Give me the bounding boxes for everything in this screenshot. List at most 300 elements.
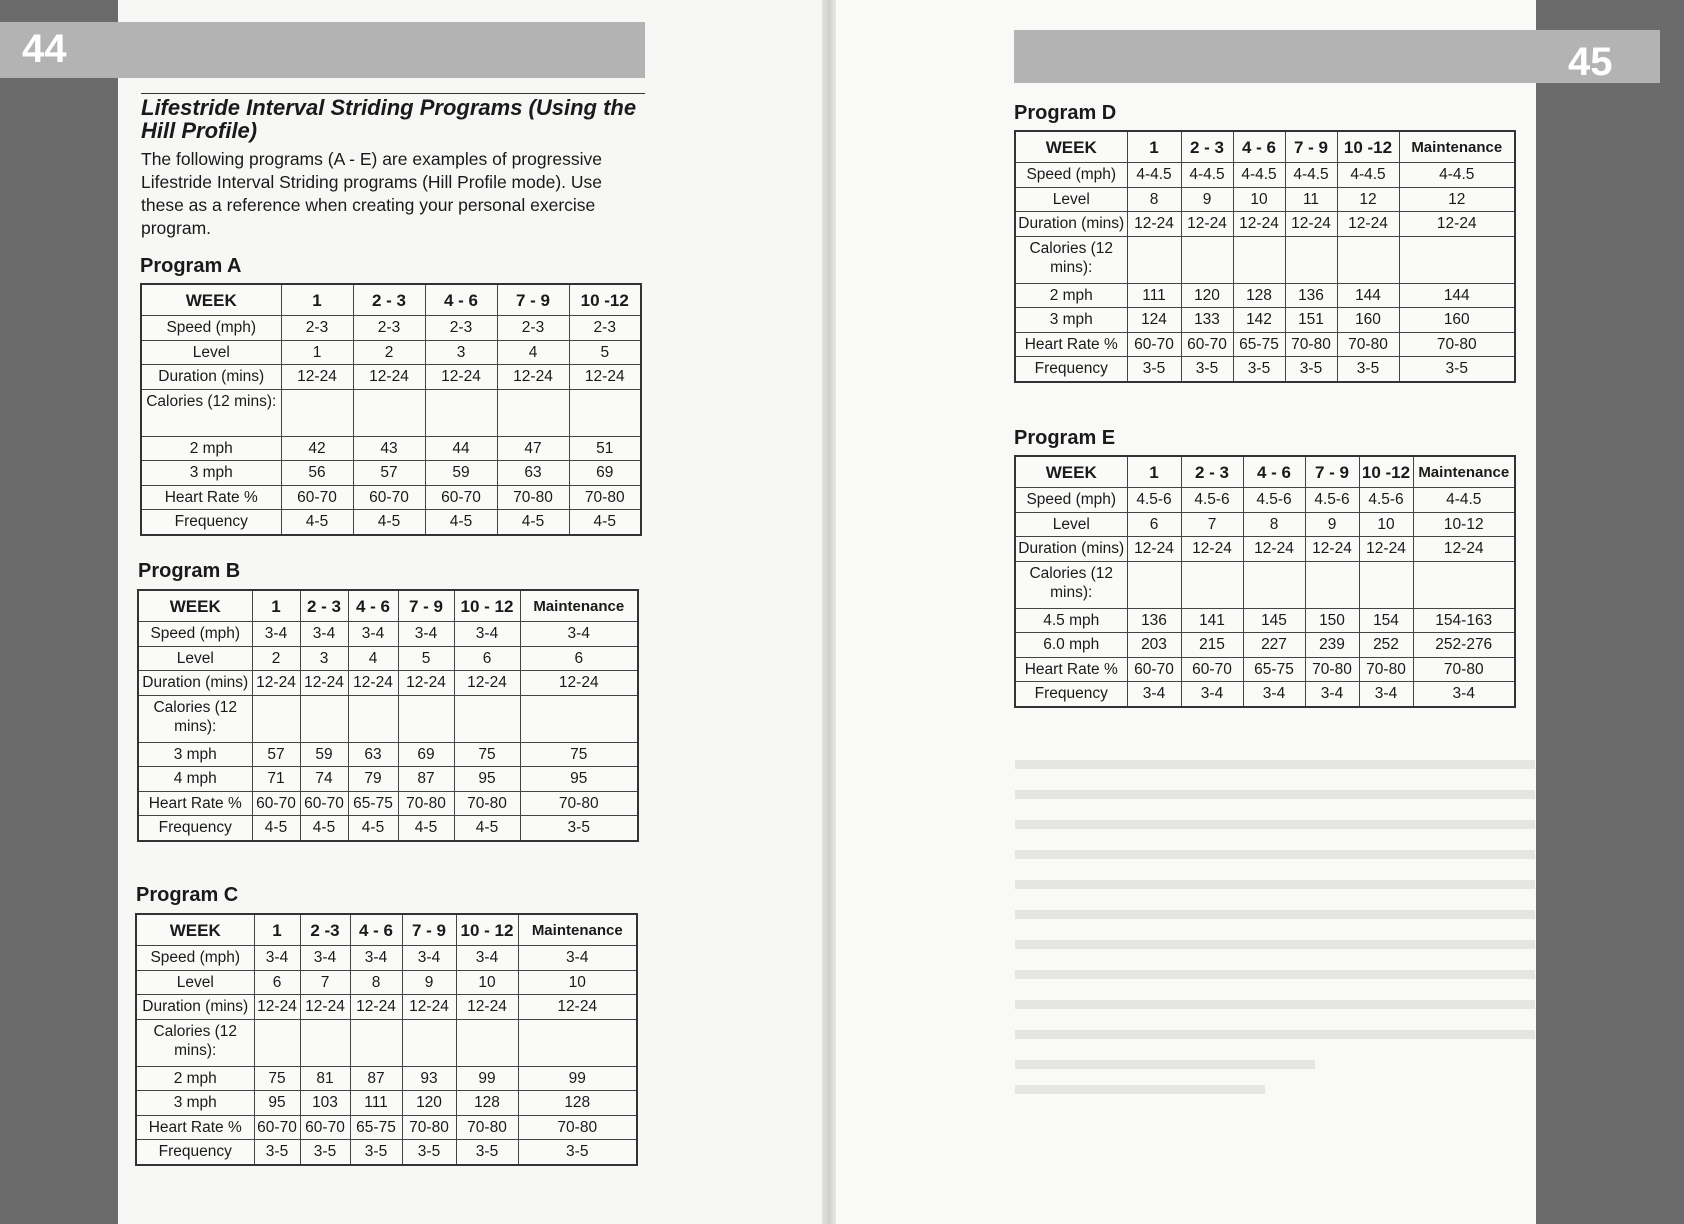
table-cell: 4-5 [348, 816, 398, 841]
table-cell: 12-24 [1359, 537, 1413, 562]
row-label: Level [1015, 187, 1127, 212]
table-cell: 2-3 [569, 316, 641, 341]
table-cell [1285, 236, 1337, 283]
table-cell: 3-4 [350, 946, 402, 971]
table-cell: 4-4.5 [1233, 163, 1285, 188]
table-cell: 70-80 [1413, 657, 1515, 682]
table-cell: 70-80 [454, 791, 520, 816]
table-cell: 59 [300, 742, 348, 767]
week-column-header: 7 - 9 [402, 914, 456, 946]
week-column-header: Maintenance [520, 590, 638, 622]
table-cell: 60-70 [1181, 332, 1233, 357]
table-cell: 12 [1337, 187, 1399, 212]
page-number-left: 44 [22, 27, 67, 71]
table-cell: 60-70 [353, 485, 425, 510]
table-cell: 60-70 [1181, 657, 1243, 682]
table-cell: 154-163 [1413, 608, 1515, 633]
row-label: 6.0 mph [1015, 633, 1127, 658]
table-cell: 1 [281, 340, 353, 365]
table-cell [1337, 236, 1399, 283]
row-label: Level [141, 340, 281, 365]
table-cell: 63 [497, 461, 569, 486]
table-cell: 7 [300, 970, 350, 995]
table-cell: 99 [518, 1066, 637, 1091]
intro-paragraph: The following programs (A - E) are examples of progressive Lifestride Interval Striding programs (Hill Profile mode). Use these as a reference when creating your personal exercise program. [141, 149, 603, 238]
table-cell: 65-75 [1233, 332, 1285, 357]
table-cell: 6 [454, 646, 520, 671]
table-cell: 9 [1181, 187, 1233, 212]
table-cell: 4-5 [281, 510, 353, 535]
table-cell: 12-24 [350, 995, 402, 1020]
table-cell: 227 [1243, 633, 1305, 658]
table-cell: 70-80 [497, 485, 569, 510]
program-c-table [135, 913, 638, 1166]
week-column-header: 7 - 9 [1305, 456, 1359, 488]
table-cell: 60-70 [1127, 657, 1181, 682]
table-cell: 57 [252, 742, 300, 767]
table-cell: 70-80 [1337, 332, 1399, 357]
table-cell: 3-5 [456, 1140, 518, 1165]
week-column-header: 4 - 6 [350, 914, 402, 946]
table-row [1015, 537, 1515, 562]
table-cell: 4.5-6 [1359, 488, 1413, 513]
table-cell: 12-24 [1337, 212, 1399, 237]
table-cell: 6 [1127, 512, 1181, 537]
table-cell: 51 [569, 436, 641, 461]
header-row [1015, 131, 1515, 163]
week-header: WEEK [141, 284, 281, 316]
table-row [138, 767, 638, 792]
table-cell: 65-75 [350, 1115, 402, 1140]
table-cell: 128 [456, 1091, 518, 1116]
table-cell: 3-5 [1337, 357, 1399, 382]
row-label: Frequency [141, 510, 281, 535]
table-cell: 65-75 [1243, 657, 1305, 682]
row-label: Heart Rate % [1015, 657, 1127, 682]
table-cell: 8 [350, 970, 402, 995]
table-cell: 12-24 [1305, 537, 1359, 562]
table-cell: 59 [425, 461, 497, 486]
row-label: 4.5 mph [1015, 608, 1127, 633]
week-column-header: 10 -12 [1337, 131, 1399, 163]
row-label: Speed (mph) [136, 946, 254, 971]
table-cell: 12-24 [497, 365, 569, 390]
table-cell [281, 389, 353, 436]
program-a-title: Program A [140, 255, 242, 277]
section-title: Lifestride Interval Striding Programs (Using the Hill Profile) [141, 95, 637, 143]
table-cell: 160 [1399, 308, 1515, 333]
table-cell: 71 [252, 767, 300, 792]
table-cell: 128 [518, 1091, 637, 1116]
table-cell: 60-70 [1127, 332, 1181, 357]
table-cell: 43 [353, 436, 425, 461]
table-row [138, 622, 638, 647]
table-row [136, 1091, 637, 1116]
week-column-header: 1 [254, 914, 300, 946]
table-cell [398, 695, 454, 742]
table-cell [518, 1019, 637, 1066]
table-cell: 42 [281, 436, 353, 461]
program-d-title: Program D [1014, 102, 1117, 124]
table-cell: 4-4.5 [1285, 163, 1337, 188]
row-label: Level [136, 970, 254, 995]
table-cell: 95 [520, 767, 638, 792]
table-cell: 70-80 [1305, 657, 1359, 682]
table-cell: 215 [1181, 633, 1243, 658]
page-number-bar-right [1014, 30, 1660, 83]
table-cell [520, 695, 638, 742]
table-cell: 3-4 [1127, 682, 1181, 707]
row-label: Speed (mph) [1015, 488, 1127, 513]
row-label: 3 mph [136, 1091, 254, 1116]
table-cell: 4-4.5 [1127, 163, 1181, 188]
table-row [138, 671, 638, 696]
table-cell: 3-5 [350, 1140, 402, 1165]
table-cell: 4-5 [454, 816, 520, 841]
table-cell: 3-4 [1305, 682, 1359, 707]
page-number-right: 45 [1568, 40, 1613, 84]
table-cell: 3-5 [402, 1140, 456, 1165]
table-row [1015, 308, 1515, 333]
week-column-header: 10 - 12 [456, 914, 518, 946]
table-cell [254, 1019, 300, 1066]
table-cell: 63 [348, 742, 398, 767]
week-header: WEEK [136, 914, 254, 946]
table-cell [1127, 236, 1181, 283]
table-cell: 12-24 [281, 365, 353, 390]
table-cell [1413, 561, 1515, 608]
week-column-header: 1 [252, 590, 300, 622]
row-label: Duration (mins) [141, 365, 281, 390]
table-row [1015, 357, 1515, 382]
table-cell: 4-5 [398, 816, 454, 841]
table-cell: 70-80 [520, 791, 638, 816]
table-cell: 144 [1337, 283, 1399, 308]
table-cell [1127, 561, 1181, 608]
row-label: Duration (mins) [1015, 212, 1127, 237]
table-cell: 2-3 [497, 316, 569, 341]
table-row [136, 995, 637, 1020]
table-cell: 8 [1243, 512, 1305, 537]
table-cell [1181, 561, 1243, 608]
row-label: Duration (mins) [1015, 537, 1127, 562]
table-row [138, 816, 638, 841]
table-cell: 3-4 [402, 946, 456, 971]
table-cell: 12-24 [456, 995, 518, 1020]
table-cell: 3-4 [300, 622, 348, 647]
table-cell: 3-4 [300, 946, 350, 971]
table-cell [1305, 561, 1359, 608]
row-label: Heart Rate % [138, 791, 252, 816]
row-label: Level [138, 646, 252, 671]
table-row [1015, 561, 1515, 608]
table-cell: 4-5 [497, 510, 569, 535]
week-column-header: 4 - 6 [348, 590, 398, 622]
table-cell [454, 695, 520, 742]
table-cell: 10 [1233, 187, 1285, 212]
week-header: WEEK [138, 590, 252, 622]
table-cell: 70-80 [1285, 332, 1337, 357]
table-cell: 124 [1127, 308, 1181, 333]
table-cell: 4-4.5 [1413, 488, 1515, 513]
table-cell: 12-24 [520, 671, 638, 696]
week-header: WEEK [1015, 456, 1127, 488]
program-e-title: Program E [1014, 427, 1116, 449]
table-cell: 70-80 [456, 1115, 518, 1140]
table-cell: 2-3 [425, 316, 497, 341]
table-cell: 12-24 [1233, 212, 1285, 237]
header-row [1015, 456, 1515, 488]
row-label: 2 mph [136, 1066, 254, 1091]
table-row [138, 742, 638, 767]
table-cell: 11 [1285, 187, 1337, 212]
table-cell [1181, 236, 1233, 283]
table-cell: 120 [402, 1091, 456, 1116]
table-cell: 2 [252, 646, 300, 671]
table-cell: 4.5-6 [1127, 488, 1181, 513]
table-cell: 74 [300, 767, 348, 792]
page-number-bar-left [0, 22, 645, 78]
table-cell: 4-5 [300, 816, 348, 841]
table-cell: 3-5 [1181, 357, 1233, 382]
table-row [141, 436, 641, 461]
table-cell: 4 [348, 646, 398, 671]
table-cell: 12-24 [1413, 537, 1515, 562]
table-cell: 75 [254, 1066, 300, 1091]
table-cell: 10 [1359, 512, 1413, 537]
table-row [141, 365, 641, 390]
table-cell: 12-24 [254, 995, 300, 1020]
table-cell: 151 [1285, 308, 1337, 333]
table-cell: 3-5 [1285, 357, 1337, 382]
table-cell [300, 695, 348, 742]
table-row [1015, 488, 1515, 513]
table-cell: 12-24 [1127, 537, 1181, 562]
table-row [1015, 633, 1515, 658]
table-cell: 81 [300, 1066, 350, 1091]
table-cell: 93 [402, 1066, 456, 1091]
table-cell: 12-24 [348, 671, 398, 696]
table-cell: 239 [1305, 633, 1359, 658]
table-cell: 3-4 [518, 946, 637, 971]
table-cell [497, 389, 569, 436]
program-d-table [1014, 130, 1516, 383]
table-cell: 3-4 [1181, 682, 1243, 707]
week-column-header: 4 - 6 [1243, 456, 1305, 488]
table-cell: 70-80 [569, 485, 641, 510]
table-cell: 4.5-6 [1181, 488, 1243, 513]
week-column-header: 2 - 3 [300, 590, 348, 622]
table-cell: 60-70 [425, 485, 497, 510]
row-label: Heart Rate % [1015, 332, 1127, 357]
header-row [136, 914, 637, 946]
table-cell: 203 [1127, 633, 1181, 658]
table-cell: 4-5 [252, 816, 300, 841]
table-cell: 10-12 [1413, 512, 1515, 537]
table-cell: 70-80 [398, 791, 454, 816]
table-cell: 3-4 [1413, 682, 1515, 707]
table-cell: 65-75 [348, 791, 398, 816]
row-label: Duration (mins) [136, 995, 254, 1020]
table-cell [300, 1019, 350, 1066]
table-cell: 3-5 [300, 1140, 350, 1165]
table-cell [348, 695, 398, 742]
table-cell: 3-5 [1127, 357, 1181, 382]
table-cell [425, 389, 497, 436]
table-cell: 69 [569, 461, 641, 486]
row-label: Heart Rate % [141, 485, 281, 510]
table-cell: 12-24 [569, 365, 641, 390]
week-column-header: Maintenance [518, 914, 637, 946]
table-cell: 136 [1127, 608, 1181, 633]
table-cell: 10 [456, 970, 518, 995]
table-cell: 12-24 [425, 365, 497, 390]
row-label: Frequency [1015, 357, 1127, 382]
table-cell: 4.5-6 [1305, 488, 1359, 513]
table-cell: 12-24 [353, 365, 425, 390]
table-cell: 111 [1127, 283, 1181, 308]
row-label: Frequency [138, 816, 252, 841]
table-row [141, 510, 641, 535]
header-row [138, 590, 638, 622]
table-cell: 12-24 [300, 995, 350, 1020]
table-row [1015, 187, 1515, 212]
week-column-header: 7 - 9 [497, 284, 569, 316]
table-cell: 57 [353, 461, 425, 486]
table-cell: 95 [254, 1091, 300, 1116]
table-cell: 3 [425, 340, 497, 365]
table-cell: 12-24 [1127, 212, 1181, 237]
week-column-header: 10 -12 [569, 284, 641, 316]
table-cell: 69 [398, 742, 454, 767]
table-cell: 70-80 [1399, 332, 1515, 357]
week-column-header: 7 - 9 [1285, 131, 1337, 163]
table-cell: 12-24 [1243, 537, 1305, 562]
row-label: 2 mph [141, 436, 281, 461]
table-cell: 6 [254, 970, 300, 995]
week-column-header: 2 - 3 [1181, 456, 1243, 488]
table-cell: 4-4.5 [1337, 163, 1399, 188]
table-cell: 154 [1359, 608, 1413, 633]
table-cell: 4-4.5 [1181, 163, 1233, 188]
table-cell: 95 [454, 767, 520, 792]
table-row [136, 1115, 637, 1140]
row-label: Speed (mph) [1015, 163, 1127, 188]
row-label: Frequency [1015, 682, 1127, 707]
row-label: Calories (12 mins): [141, 389, 281, 436]
table-cell: 3-4 [1359, 682, 1413, 707]
table-row [1015, 657, 1515, 682]
table-cell: 103 [300, 1091, 350, 1116]
table-cell: 99 [456, 1066, 518, 1091]
table-cell: 75 [520, 742, 638, 767]
week-column-header: 10 - 12 [454, 590, 520, 622]
table-cell [1399, 236, 1515, 283]
table-cell: 60-70 [281, 485, 353, 510]
table-cell [569, 389, 641, 436]
table-cell: 3-5 [1399, 357, 1515, 382]
table-cell: 12-24 [1285, 212, 1337, 237]
table-cell: 12-24 [300, 671, 348, 696]
table-cell: 3-5 [520, 816, 638, 841]
table-cell: 60-70 [252, 791, 300, 816]
table-row [136, 1066, 637, 1091]
week-column-header: 10 -12 [1359, 456, 1413, 488]
table-cell: 141 [1181, 608, 1243, 633]
book-gutter [822, 0, 836, 1224]
row-label: Calories (12 mins): [1015, 561, 1127, 608]
table-cell: 3-4 [252, 622, 300, 647]
table-row [1015, 163, 1515, 188]
table-cell: 5 [398, 646, 454, 671]
table-cell: 4-5 [569, 510, 641, 535]
table-row [1015, 608, 1515, 633]
row-label: Calories (12 mins): [1015, 236, 1127, 283]
table-cell: 3-4 [1243, 682, 1305, 707]
table-row [1015, 283, 1515, 308]
week-column-header: 7 - 9 [398, 590, 454, 622]
table-cell: 252-276 [1413, 633, 1515, 658]
table-cell: 2-3 [281, 316, 353, 341]
table-cell: 60-70 [254, 1115, 300, 1140]
table-cell: 79 [348, 767, 398, 792]
table-cell: 3-5 [518, 1140, 637, 1165]
table-cell: 44 [425, 436, 497, 461]
row-label: Speed (mph) [141, 316, 281, 341]
row-label: 2 mph [1015, 283, 1127, 308]
week-column-header: 2 - 3 [353, 284, 425, 316]
table-cell: 145 [1243, 608, 1305, 633]
table-cell: 8 [1127, 187, 1181, 212]
row-label: 3 mph [138, 742, 252, 767]
table-cell: 47 [497, 436, 569, 461]
table-row [136, 970, 637, 995]
table-cell: 75 [454, 742, 520, 767]
row-label: Frequency [136, 1140, 254, 1165]
table-cell: 12-24 [1181, 537, 1243, 562]
table-cell [1243, 561, 1305, 608]
table-cell: 9 [1305, 512, 1359, 537]
table-row [136, 1140, 637, 1165]
row-label: Calories (12 mins): [138, 695, 252, 742]
row-label: 3 mph [141, 461, 281, 486]
title-rule [141, 93, 645, 94]
table-cell [350, 1019, 402, 1066]
table-cell: 3-4 [254, 946, 300, 971]
table-cell: 2-3 [353, 316, 425, 341]
table-cell: 60-70 [300, 1115, 350, 1140]
table-cell: 70-80 [518, 1115, 637, 1140]
table-cell: 6 [520, 646, 638, 671]
table-cell: 150 [1305, 608, 1359, 633]
table-row [141, 316, 641, 341]
table-cell: 2 [353, 340, 425, 365]
table-cell [456, 1019, 518, 1066]
table-cell: 12-24 [1181, 212, 1233, 237]
table-cell: 4-4.5 [1399, 163, 1515, 188]
week-header: WEEK [1015, 131, 1127, 163]
table-cell: 111 [350, 1091, 402, 1116]
table-cell [1359, 561, 1413, 608]
table-cell: 3-5 [1233, 357, 1285, 382]
table-row [1015, 332, 1515, 357]
table-cell: 12-24 [398, 671, 454, 696]
table-cell [402, 1019, 456, 1066]
table-row [136, 946, 637, 971]
program-b-title: Program B [138, 560, 241, 582]
table-cell: 3-4 [348, 622, 398, 647]
table-cell: 56 [281, 461, 353, 486]
